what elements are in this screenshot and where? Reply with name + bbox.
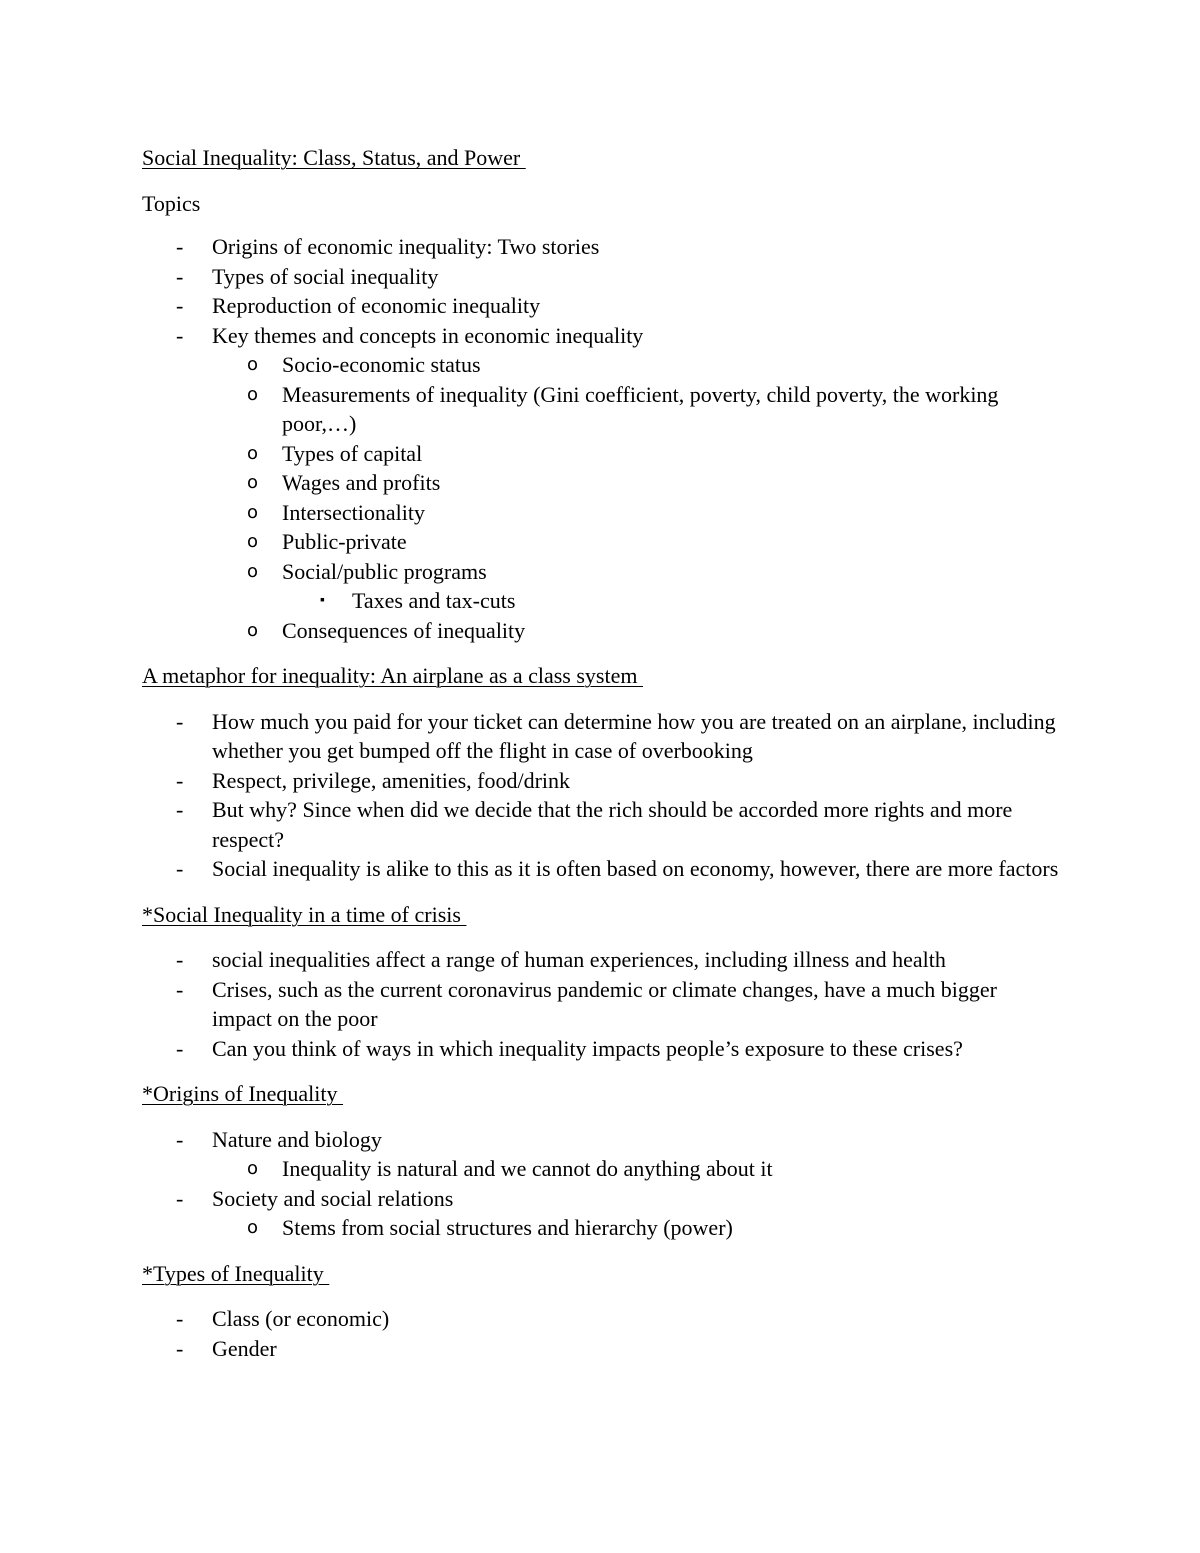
list-item [212, 1213, 1062, 1243]
list-item-text: Taxes and tax-cuts [352, 588, 516, 613]
list-item [212, 468, 1062, 498]
list-item [212, 1154, 1062, 1184]
list-item-text: Consequences of inequality [282, 617, 526, 643]
list-item-text: Types of capital [282, 440, 423, 466]
dash-bullet: - [176, 1306, 184, 1331]
dash-bullet: - [176, 797, 184, 822]
list-item [142, 1184, 1062, 1243]
circle-bullet: o [247, 501, 259, 523]
programs-sublist [282, 586, 1062, 616]
list-item-text: How much you paid for your ticket can determine how you are treated on an airplane, including whether you get bumped off the flight in case of overbooking [212, 708, 1056, 763]
section-heading-origins: *Origins of Inequality [142, 1081, 344, 1106]
origins-sublist [212, 1154, 1062, 1184]
document-content [142, 143, 1062, 1379]
list-item [212, 380, 1062, 439]
document-title: Social Inequality: Class, Status, and Power [142, 145, 526, 170]
list-item-text: But why? Since when did we decide that the rich should be accorded more rights and more respect? [212, 797, 1013, 852]
list-item [142, 321, 1062, 646]
list-item [142, 291, 1062, 321]
list-item-text: Social inequality is alike to this as it is often based on economy, however, there are more factors [212, 856, 1059, 881]
list-item [142, 1034, 1062, 1064]
topics-label: Topics [142, 190, 201, 216]
list-item [212, 557, 1062, 616]
types-list [142, 1304, 1062, 1363]
dash-bullet: - [176, 234, 184, 259]
circle-bullet: o [247, 383, 259, 405]
circle-bullet: o [247, 531, 259, 552]
list-item [142, 795, 1062, 854]
circle-bullet: o [247, 560, 259, 582]
list-item-text: Crises, such as the current coronavirus pandemic or climate changes, have a much bigger impact on the poor [212, 976, 997, 1031]
list-item [142, 975, 1062, 1034]
section-heading-crisis: *Social Inequality in a time of crisis [142, 901, 467, 927]
list-item [212, 350, 1062, 380]
dash-bullet: - [176, 293, 184, 318]
list-item [142, 1304, 1062, 1334]
list-item [212, 439, 1062, 469]
dash-bullet: - [176, 322, 184, 348]
circle-bullet: o [247, 619, 259, 641]
list-item [212, 498, 1062, 528]
dash-bullet: - [176, 1126, 184, 1152]
dash-bullet: - [176, 856, 184, 881]
list-item [282, 586, 1062, 616]
list-item-text: Wages and profits [282, 470, 441, 495]
list-item [142, 1125, 1062, 1184]
list-item-text: Can you think of ways in which inequality impacts people’s exposure to these crises? [212, 1035, 963, 1061]
list-item [142, 707, 1062, 766]
list-item-text: Key themes and concepts in economic inequality [212, 322, 644, 348]
circle-bullet: o [247, 472, 259, 493]
list-item [142, 766, 1062, 796]
list-item-text: Types of social inequality [212, 263, 439, 289]
list-item-text: Measurements of inequality (Gini coefficient, poverty, child poverty, the working poor,…) [282, 381, 999, 436]
list-item-text: Socio-economic status [282, 352, 481, 377]
dash-bullet: - [176, 708, 184, 734]
topics-list [142, 232, 1062, 645]
list-item [142, 1334, 1062, 1364]
section-heading-metaphor: A metaphor for inequality: An airplane as a class system [142, 663, 643, 688]
list-item-text: Intersectionality [282, 499, 425, 525]
list-item-text: Respect, privilege, amenities, food/drink [212, 767, 571, 793]
list-item-text: Origins of economic inequality: Two stories [212, 234, 600, 259]
dash-bullet: - [176, 767, 184, 793]
square-bullet: ▪ [320, 593, 325, 608]
list-item [142, 945, 1062, 975]
dash-bullet: - [176, 947, 184, 972]
list-item-text: Reproduction of economic inequality [212, 293, 541, 318]
dash-bullet: - [176, 1335, 184, 1361]
list-item [142, 262, 1062, 292]
dash-bullet: - [176, 976, 184, 1002]
dash-bullet: - [176, 263, 184, 289]
list-item [212, 616, 1062, 646]
circle-bullet: o [247, 354, 259, 375]
list-item-text: social inequalities affect a range of human experiences, including illness and health [212, 947, 946, 972]
list-item-text: Inequality is natural and we cannot do anything about it [282, 1156, 773, 1181]
list-item [212, 527, 1062, 557]
list-item-text: Society and social relations [212, 1185, 454, 1211]
list-item-text: Public-private [282, 529, 407, 554]
list-item-text: Class (or economic) [212, 1306, 390, 1331]
list-item-text: Gender [212, 1335, 277, 1361]
origins-list [142, 1125, 1062, 1243]
metaphor-list [142, 707, 1062, 884]
list-item [142, 232, 1062, 262]
circle-bullet: o [247, 442, 259, 464]
circle-bullet: o [247, 1158, 259, 1179]
section-heading-types: *Types of Inequality [142, 1260, 330, 1286]
dash-bullet: - [176, 1185, 184, 1211]
dash-bullet: - [176, 1035, 184, 1061]
crisis-list [142, 945, 1062, 1063]
origins-sublist [212, 1213, 1062, 1243]
list-item-text: Nature and biology [212, 1126, 382, 1152]
list-item-text: Stems from social structures and hierarchy (power) [282, 1215, 733, 1240]
list-item [142, 854, 1062, 884]
key-themes-list [212, 350, 1062, 645]
circle-bullet: o [247, 1217, 259, 1238]
list-item-text: Social/public programs [282, 558, 487, 584]
